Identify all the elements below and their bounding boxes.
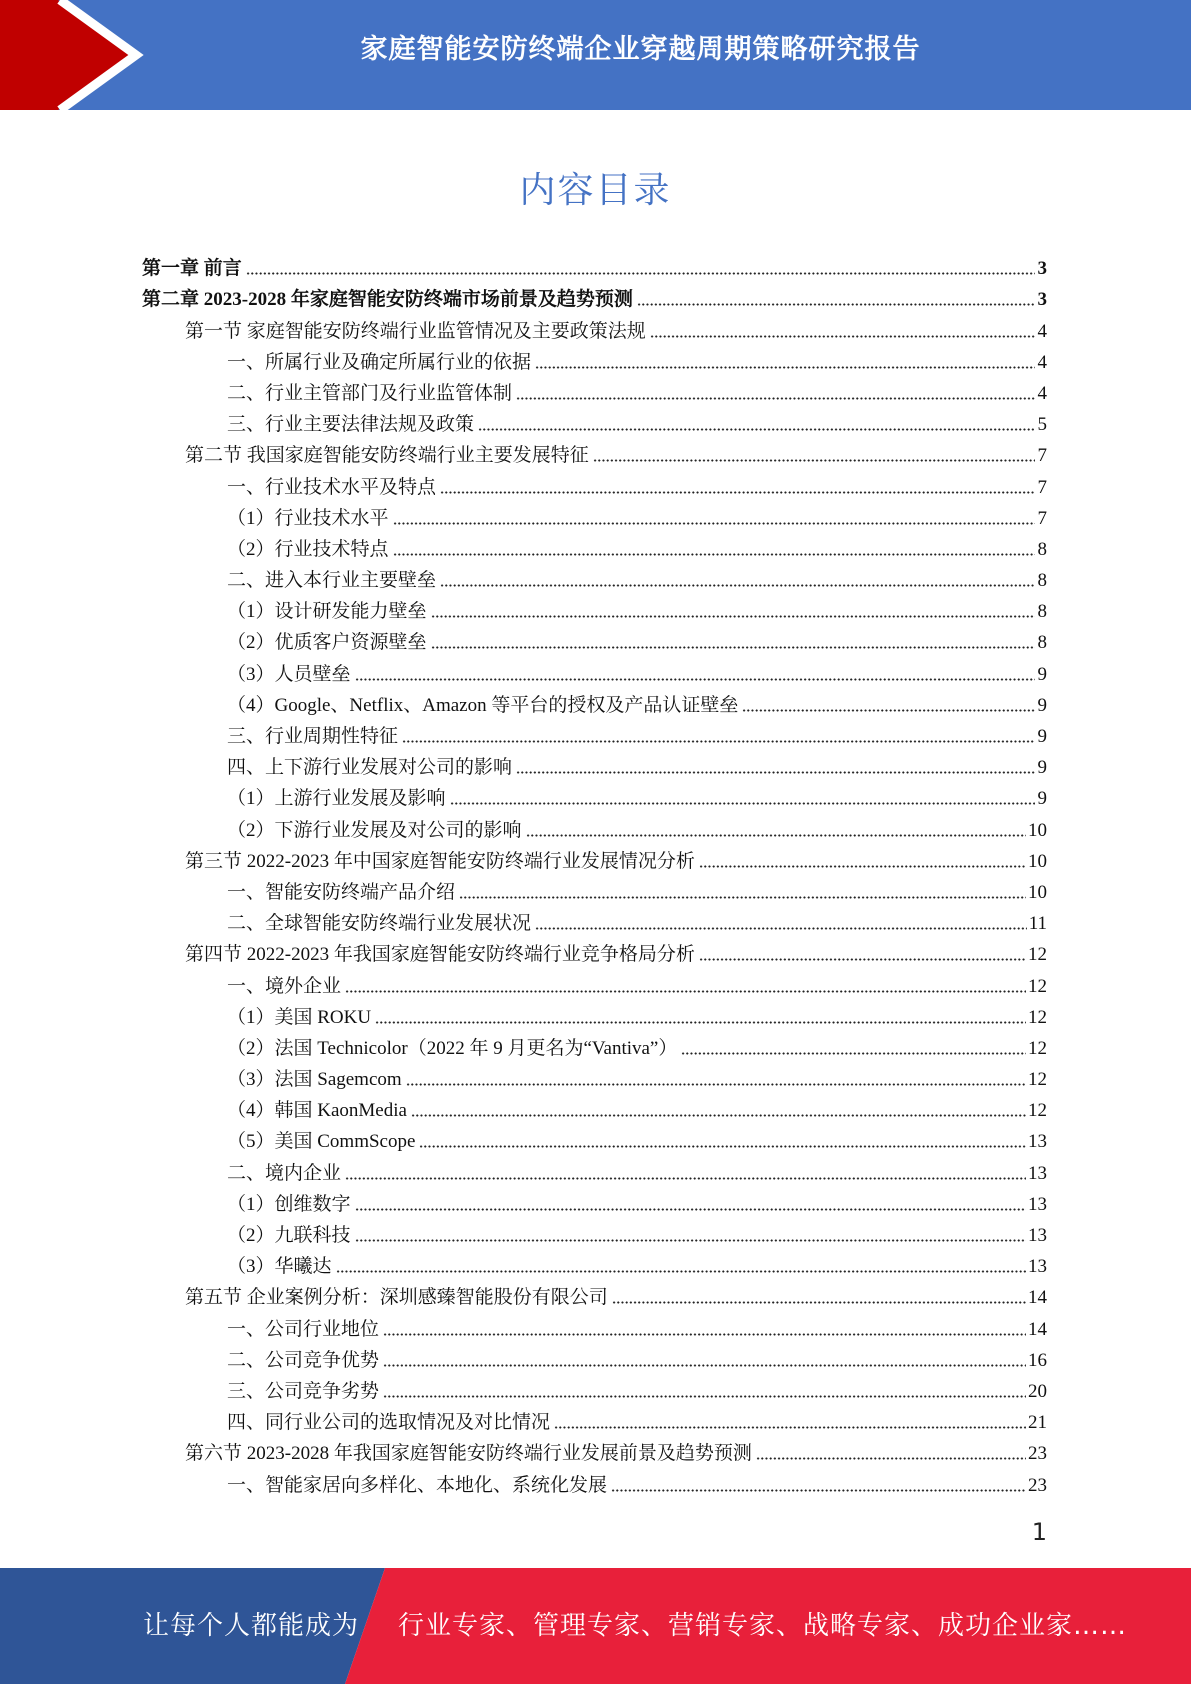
dot-leader: [402, 739, 1035, 744]
toc-entry[interactable]: [142, 846, 1047, 877]
toc-entry-page: 12: [1028, 1069, 1047, 1091]
toc-entry[interactable]: [142, 970, 1047, 1001]
dot-leader: [411, 1113, 1026, 1118]
toc-entry[interactable]: [142, 1376, 1047, 1407]
toc-entry-title: 一、智能安防终端产品介绍: [227, 881, 456, 903]
toc-entry-title: （3）法国 Sagemcom: [227, 1069, 402, 1091]
dot-leader: [375, 1020, 1026, 1025]
toc-entry[interactable]: [142, 1126, 1047, 1157]
toc-entry-title: 一、智能家居向多样化、本地化、系统化发展: [227, 1474, 608, 1496]
toc-entry-page: 9: [1037, 788, 1047, 810]
toc-entry[interactable]: [142, 1313, 1047, 1344]
toc-entry[interactable]: [142, 1438, 1047, 1469]
toc-entry-page: 13: [1028, 1256, 1047, 1278]
toc-entry[interactable]: [142, 877, 1047, 908]
toc-entry-title: （4）Google、Netflix、Amazon 等平台的授权及产品认证壁垒: [227, 694, 739, 716]
dot-leader: [611, 1488, 1026, 1493]
dot-leader: [699, 864, 1026, 869]
toc-entry-page: 7: [1037, 445, 1047, 467]
toc-entry-page: 12: [1028, 1006, 1047, 1028]
toc-entry-page: 3: [1037, 289, 1047, 311]
toc-entry-title: 三、公司竞争劣势: [227, 1380, 380, 1402]
toc-entry-title: 一、所属行业及确定所属行业的依据: [227, 351, 532, 373]
dot-leader: [383, 1332, 1026, 1337]
toc-entry[interactable]: [142, 908, 1047, 939]
toc-entry-page: 9: [1037, 694, 1047, 716]
toc-entry-title: （1）创维数字: [227, 1193, 351, 1215]
toc-entry[interactable]: [142, 471, 1047, 502]
dot-leader: [431, 614, 1035, 619]
dot-leader: [742, 708, 1035, 713]
toc-entry[interactable]: [142, 627, 1047, 658]
toc-entry-title: 第三节 2022-2023 年中国家庭智能安防终端行业发展情况分析: [185, 850, 695, 872]
dot-leader: [637, 302, 1035, 307]
toc-entry-title: 二、境内企业: [227, 1162, 342, 1184]
toc-entry-title: 一、行业技术水平及特点: [227, 476, 437, 498]
footer-slogan-right: 行业专家、管理专家、营销专家、战略专家、成功企业家……: [398, 1611, 1128, 1641]
dot-leader: [593, 458, 1035, 463]
dot-leader: [355, 1207, 1026, 1212]
toc-entry-title: （5）美国 CommScope: [227, 1131, 416, 1153]
dot-leader: [526, 833, 1026, 838]
toc-entry-title: 二、全球智能安防终端行业发展状况: [227, 913, 532, 935]
page-number: 1: [1031, 1518, 1047, 1546]
dot-leader: [535, 365, 1035, 370]
toc-entry-page: 4: [1037, 320, 1047, 342]
toc-entry-title: 第一节 家庭智能安防终端行业监管情况及主要政策法规: [185, 320, 646, 342]
toc-entry-page: 16: [1028, 1349, 1047, 1371]
dot-leader: [516, 396, 1035, 401]
toc-entry-title: 第五节 企业案例分析：深圳感臻智能股份有限公司: [185, 1287, 608, 1309]
toc-entry-page: 12: [1028, 1100, 1047, 1122]
toc-entry[interactable]: [142, 378, 1047, 409]
dot-leader: [383, 1394, 1026, 1399]
toc-entry[interactable]: [142, 1189, 1047, 1220]
toc-entry[interactable]: [142, 1002, 1047, 1033]
toc-entry-title: （2）法国 Technicolor（2022 年 9 月更名为“Vantiva”）: [227, 1037, 678, 1059]
toc-entry-title: （2）行业技术特点: [227, 538, 389, 560]
dot-leader: [345, 989, 1026, 994]
toc-entry-page: 4: [1037, 382, 1047, 404]
toc-entry[interactable]: [142, 284, 1047, 315]
dot-leader: [699, 957, 1026, 962]
toc-entry[interactable]: [142, 347, 1047, 378]
dot-leader: [650, 334, 1035, 339]
toc-entry-title: 第四节 2022-2023 年我国家庭智能安防终端行业竞争格局分析: [185, 944, 695, 966]
toc-entry[interactable]: [142, 440, 1047, 471]
footer-banner: [0, 1568, 1191, 1684]
toc-entry[interactable]: [142, 939, 1047, 970]
toc-entry[interactable]: [142, 253, 1047, 284]
toc-entry[interactable]: [142, 658, 1047, 689]
footer-slogan-left: 让每个人都能成为: [143, 1611, 360, 1641]
toc-entry[interactable]: [142, 1407, 1047, 1438]
toc-entry[interactable]: [142, 1345, 1047, 1376]
toc-entry-title: （1）设计研发能力壁垒: [227, 601, 427, 623]
header-arrow-icon: [0, 0, 150, 110]
dot-leader: [440, 583, 1035, 588]
dot-leader: [681, 1051, 1026, 1056]
toc-entry-title: 四、上下游行业发展对公司的影响: [227, 757, 513, 779]
dot-leader: [535, 926, 1027, 931]
toc-entry[interactable]: [142, 783, 1047, 814]
toc-entry-title: 二、公司竞争优势: [227, 1349, 380, 1371]
toc-entry-title: （2）下游行业发展及对公司的影响: [227, 819, 522, 841]
toc-entry-page: 8: [1037, 632, 1047, 654]
toc-entry[interactable]: [142, 565, 1047, 596]
toc-entry-title: 三、行业周期性特征: [227, 726, 399, 747]
dot-leader: [393, 552, 1035, 557]
toc-entry-title: 二、进入本行业主要壁垒: [227, 570, 437, 592]
dot-leader: [459, 895, 1026, 900]
toc-entry-page: 9: [1037, 757, 1047, 779]
toc-entry-title: 一、境外企业: [227, 975, 342, 997]
dot-leader: [355, 1238, 1026, 1243]
toc-entry[interactable]: [142, 814, 1047, 845]
toc-entry-page: 10: [1028, 819, 1047, 841]
toc-entry-title: 二、行业主管部门及行业监管体制: [227, 382, 513, 404]
toc-entry[interactable]: [142, 1469, 1047, 1500]
toc-entry[interactable]: [142, 752, 1047, 783]
toc-entry-page: 12: [1028, 975, 1047, 997]
toc-entry-title: （3）人员壁垒: [227, 663, 351, 685]
toc-entry-page: 20: [1028, 1380, 1047, 1402]
toc-entry-title: （1）美国 ROKU: [227, 1006, 372, 1028]
toc-entry-page: 9: [1037, 663, 1047, 685]
dot-leader: [612, 1300, 1026, 1305]
toc-entry-title: （2）九联科技: [227, 1225, 351, 1246]
toc-entry-title: 第一章 前言: [142, 258, 242, 280]
toc-entry-page: 8: [1037, 601, 1047, 623]
toc-entry[interactable]: [142, 1033, 1047, 1064]
dot-leader: [355, 677, 1035, 682]
toc-entry-page: 23: [1028, 1474, 1047, 1496]
toc-entry-title: 一、公司行业地位: [227, 1318, 380, 1340]
dot-leader: [336, 1269, 1026, 1274]
dot-leader: [478, 427, 1035, 432]
toc-entry[interactable]: [142, 503, 1047, 534]
toc-entry-page: 11: [1028, 913, 1047, 935]
toc-entry[interactable]: [142, 1251, 1047, 1282]
toc-entry-title: 四、同行业公司的选取情况及对比情况: [227, 1412, 551, 1434]
toc-entry[interactable]: [142, 596, 1047, 627]
toc-entry-page: 13: [1028, 1162, 1047, 1184]
toc-entry-page: 9: [1037, 726, 1047, 747]
toc-entry-title: 三、行业主要法律法规及政策: [227, 414, 475, 436]
dot-leader: [419, 1144, 1026, 1149]
dot-leader: [516, 770, 1035, 775]
dot-leader: [406, 1082, 1026, 1087]
dot-leader: [383, 1363, 1026, 1368]
toc-entry[interactable]: [142, 534, 1047, 565]
toc-entry[interactable]: [142, 409, 1047, 440]
toc-entry-page: 5: [1037, 414, 1047, 436]
toc-entry-page: 12: [1028, 1037, 1047, 1059]
toc-entry-page: 21: [1028, 1412, 1047, 1434]
toc-entry-page: 13: [1028, 1131, 1047, 1153]
toc-entry-title: （3）华曦达: [227, 1256, 332, 1278]
toc-entry-page: 12: [1028, 944, 1047, 966]
dot-leader: [756, 1456, 1026, 1461]
toc-entry-page: 14: [1028, 1287, 1047, 1309]
dot-leader: [450, 801, 1035, 806]
toc-entry-page: 3: [1037, 258, 1047, 280]
toc-entry-title: 第二节 我国家庭智能安防终端行业主要发展特征: [185, 445, 589, 467]
toc-entry-page: 23: [1028, 1443, 1047, 1465]
toc-entry-page: 7: [1037, 507, 1047, 529]
header-bar: [0, 0, 1191, 110]
toc-entry-page: 8: [1037, 570, 1047, 592]
toc-entry-page: 14: [1028, 1318, 1047, 1340]
toc-entry[interactable]: [142, 1157, 1047, 1188]
toc-entry-page: 13: [1028, 1225, 1047, 1246]
toc-entry-page: 13: [1028, 1193, 1047, 1215]
dot-leader: [440, 490, 1035, 495]
dot-leader: [393, 521, 1035, 526]
dot-leader: [345, 1176, 1026, 1181]
dot-leader: [246, 271, 1035, 276]
toc-title: 内容目录: [519, 170, 672, 211]
toc-entry-page: 7: [1037, 476, 1047, 498]
toc-entry-title: （1）行业技术水平: [227, 507, 389, 529]
dot-leader: [554, 1425, 1026, 1430]
toc-entry[interactable]: [142, 690, 1047, 721]
toc-entry-page: 10: [1028, 850, 1047, 872]
report-title: 家庭智能安防终端企业穿越周期策略研究报告: [360, 34, 921, 65]
toc-entry[interactable]: [142, 315, 1047, 346]
toc-entry-page: 10: [1028, 881, 1047, 903]
toc-entry-title: 第六节 2023-2028 年我国家庭智能安防终端行业发展前景及趋势预测: [185, 1443, 752, 1465]
toc-entry[interactable]: [142, 721, 1047, 752]
toc-entry[interactable]: [142, 1095, 1047, 1126]
toc-entry-title: （1）上游行业发展及影响: [227, 788, 446, 810]
toc-entry[interactable]: [142, 1220, 1047, 1251]
toc-entry-title: 第二章 2023-2028 年家庭智能安防终端市场前景及趋势预测: [142, 289, 633, 311]
toc-entry[interactable]: [142, 1064, 1047, 1095]
dot-leader: [431, 645, 1035, 650]
toc-entry[interactable]: [142, 1282, 1047, 1313]
toc-entry-title: （2）优质客户资源壁垒: [227, 632, 427, 654]
toc-entry-title: （4）韩国 KaonMedia: [227, 1100, 407, 1122]
table-of-contents: [142, 253, 1047, 1501]
toc-entry-page: 8: [1037, 538, 1047, 560]
toc-entry-page: 4: [1037, 351, 1047, 373]
